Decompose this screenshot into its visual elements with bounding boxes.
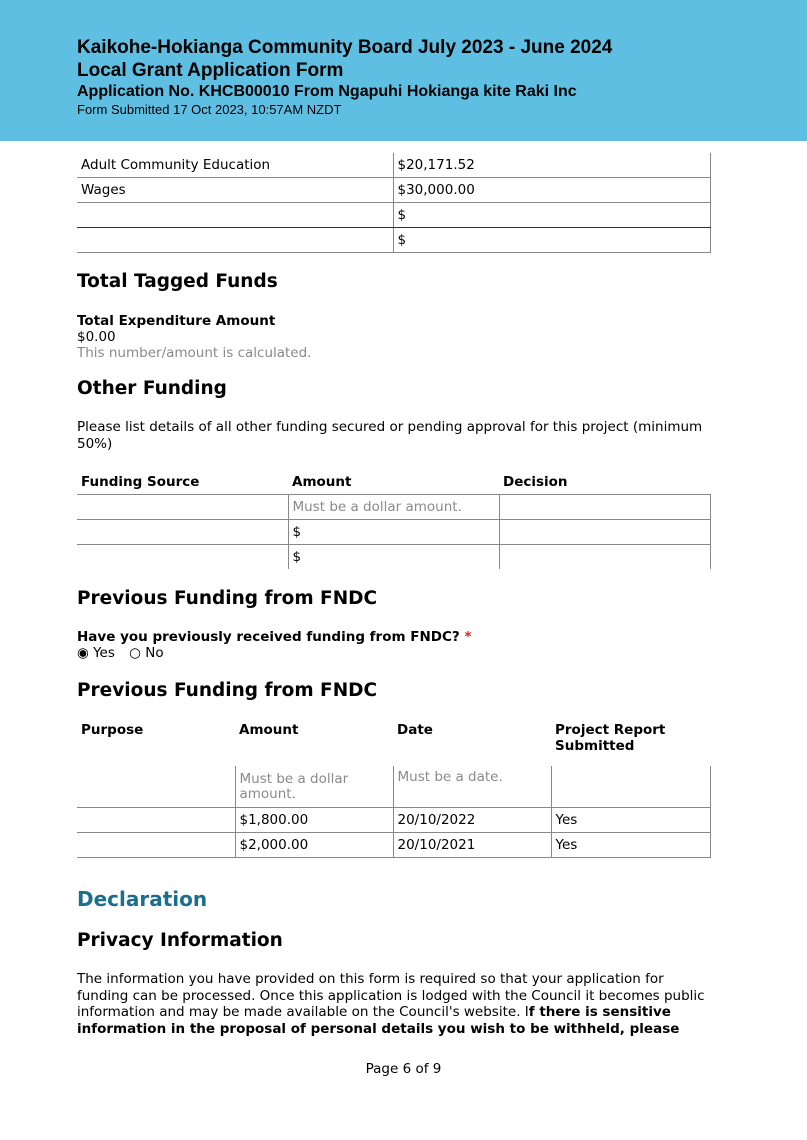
table-cell: Adult Community Education bbox=[77, 153, 393, 178]
amount-cell: Must be a dollar amount. bbox=[235, 766, 393, 808]
submitted-timestamp: Form Submitted 17 Oct 2023, 10:57AM NZDT bbox=[77, 102, 342, 117]
application-number: Application No. KHCB00010 From Ngapuhi Hokianga kite Raki Inc bbox=[77, 83, 577, 100]
report-cell: Yes bbox=[551, 833, 710, 858]
required-marker: * bbox=[464, 629, 472, 645]
table-row bbox=[77, 545, 710, 570]
column-header: Purpose bbox=[81, 722, 144, 738]
table-cell: $ bbox=[393, 203, 710, 228]
table-row bbox=[77, 203, 710, 228]
column-header: Amount bbox=[292, 474, 352, 490]
page-number: Page 6 of 9 bbox=[365, 1061, 442, 1077]
purpose-cell bbox=[77, 833, 235, 858]
date-cell: 20/10/2021 bbox=[393, 833, 551, 858]
radio-no-label: No bbox=[145, 645, 164, 661]
column-header: Date bbox=[397, 722, 433, 738]
previous-funding-question bbox=[77, 629, 472, 645]
funding-source-cell bbox=[77, 520, 288, 545]
radio-selected-icon: ◉ bbox=[77, 645, 89, 661]
table-row bbox=[77, 766, 710, 808]
total-tagged-funds-heading: Total Tagged Funds bbox=[77, 271, 278, 292]
calculated-note: This number/amount is calculated. bbox=[77, 345, 312, 361]
table-cell bbox=[77, 203, 393, 228]
radio-no[interactable] bbox=[129, 645, 163, 661]
table-row bbox=[77, 228, 710, 253]
radio-unselected-icon: ○ bbox=[129, 645, 141, 661]
decision-cell bbox=[499, 495, 710, 520]
table-cell: $ bbox=[393, 228, 710, 253]
other-funding-table-wrap bbox=[77, 474, 710, 569]
date-cell: 20/10/2022 bbox=[393, 808, 551, 833]
table-row bbox=[77, 808, 710, 833]
column-header: Amount bbox=[239, 722, 299, 738]
previous-funding-heading: Previous Funding from FNDC bbox=[77, 588, 378, 609]
previous-funding-radio-group bbox=[77, 645, 174, 661]
form-header bbox=[0, 0, 807, 141]
purpose-cell bbox=[77, 808, 235, 833]
table-header-row bbox=[77, 722, 710, 766]
date-cell: Must be a date. bbox=[393, 766, 551, 808]
previous-funding-table-heading: Previous Funding from FNDC bbox=[77, 680, 378, 701]
table-cell: $30,000.00 bbox=[393, 178, 710, 203]
privacy-information-heading: Privacy Information bbox=[77, 930, 283, 951]
funding-source-cell bbox=[77, 495, 288, 520]
other-funding-description: Please list details of all other funding secured or pending approval for this project (minimum 50%) bbox=[77, 419, 703, 452]
table-cell: $20,171.52 bbox=[393, 153, 710, 178]
table-row bbox=[77, 520, 710, 545]
table-row bbox=[77, 178, 710, 203]
total-expenditure-label: Total Expenditure Amount bbox=[77, 313, 276, 329]
column-header: Decision bbox=[503, 474, 568, 490]
funding-source-cell bbox=[77, 545, 288, 570]
table-header-row bbox=[77, 474, 710, 495]
total-expenditure-value: $0.00 bbox=[77, 329, 116, 345]
tagged-funds-table-wrap bbox=[77, 153, 710, 253]
previous-funding-table bbox=[77, 722, 711, 858]
question-text: Have you previously received funding from FNDC? bbox=[77, 629, 460, 645]
declaration-heading: Declaration bbox=[77, 887, 208, 911]
privacy-text: The information you have provided on this form is required so that your application for funding can be processed. Once this application is lodged with the Council it becomes public information and may be made available on the Council's website. I bbox=[77, 971, 705, 1020]
previous-funding-table-wrap bbox=[77, 722, 710, 858]
column-header: Funding Source bbox=[81, 474, 200, 490]
decision-cell bbox=[499, 545, 710, 570]
form-title: Local Grant Application Form bbox=[77, 60, 344, 81]
amount-cell: $1,800.00 bbox=[235, 808, 393, 833]
table-row bbox=[77, 833, 710, 858]
table-cell: Wages bbox=[77, 178, 393, 203]
decision-cell bbox=[499, 520, 710, 545]
amount-cell: $2,000.00 bbox=[235, 833, 393, 858]
column-header: Project Report Submitted bbox=[555, 722, 666, 754]
radio-yes-label: Yes bbox=[93, 645, 115, 661]
table-cell bbox=[77, 228, 393, 253]
report-cell: Yes bbox=[551, 808, 710, 833]
other-funding-heading: Other Funding bbox=[77, 378, 227, 399]
amount-cell: Must be a dollar amount. bbox=[288, 495, 499, 520]
amount-cell: $ bbox=[288, 520, 499, 545]
table-row bbox=[77, 153, 710, 178]
table-row bbox=[77, 495, 710, 520]
report-cell bbox=[551, 766, 710, 808]
tagged-funds-table bbox=[77, 153, 711, 253]
other-funding-table bbox=[77, 474, 711, 569]
privacy-paragraph bbox=[77, 971, 717, 1037]
amount-cell: $ bbox=[288, 545, 499, 570]
privacy-text-bold: f there is sensitive information in the proposal of personal details you wish to be withheld, please bbox=[77, 1004, 680, 1037]
purpose-cell bbox=[77, 766, 235, 808]
board-title: Kaikohe-Hokianga Community Board July 2023 - June 2024 bbox=[77, 37, 613, 58]
radio-yes[interactable] bbox=[77, 645, 115, 661]
